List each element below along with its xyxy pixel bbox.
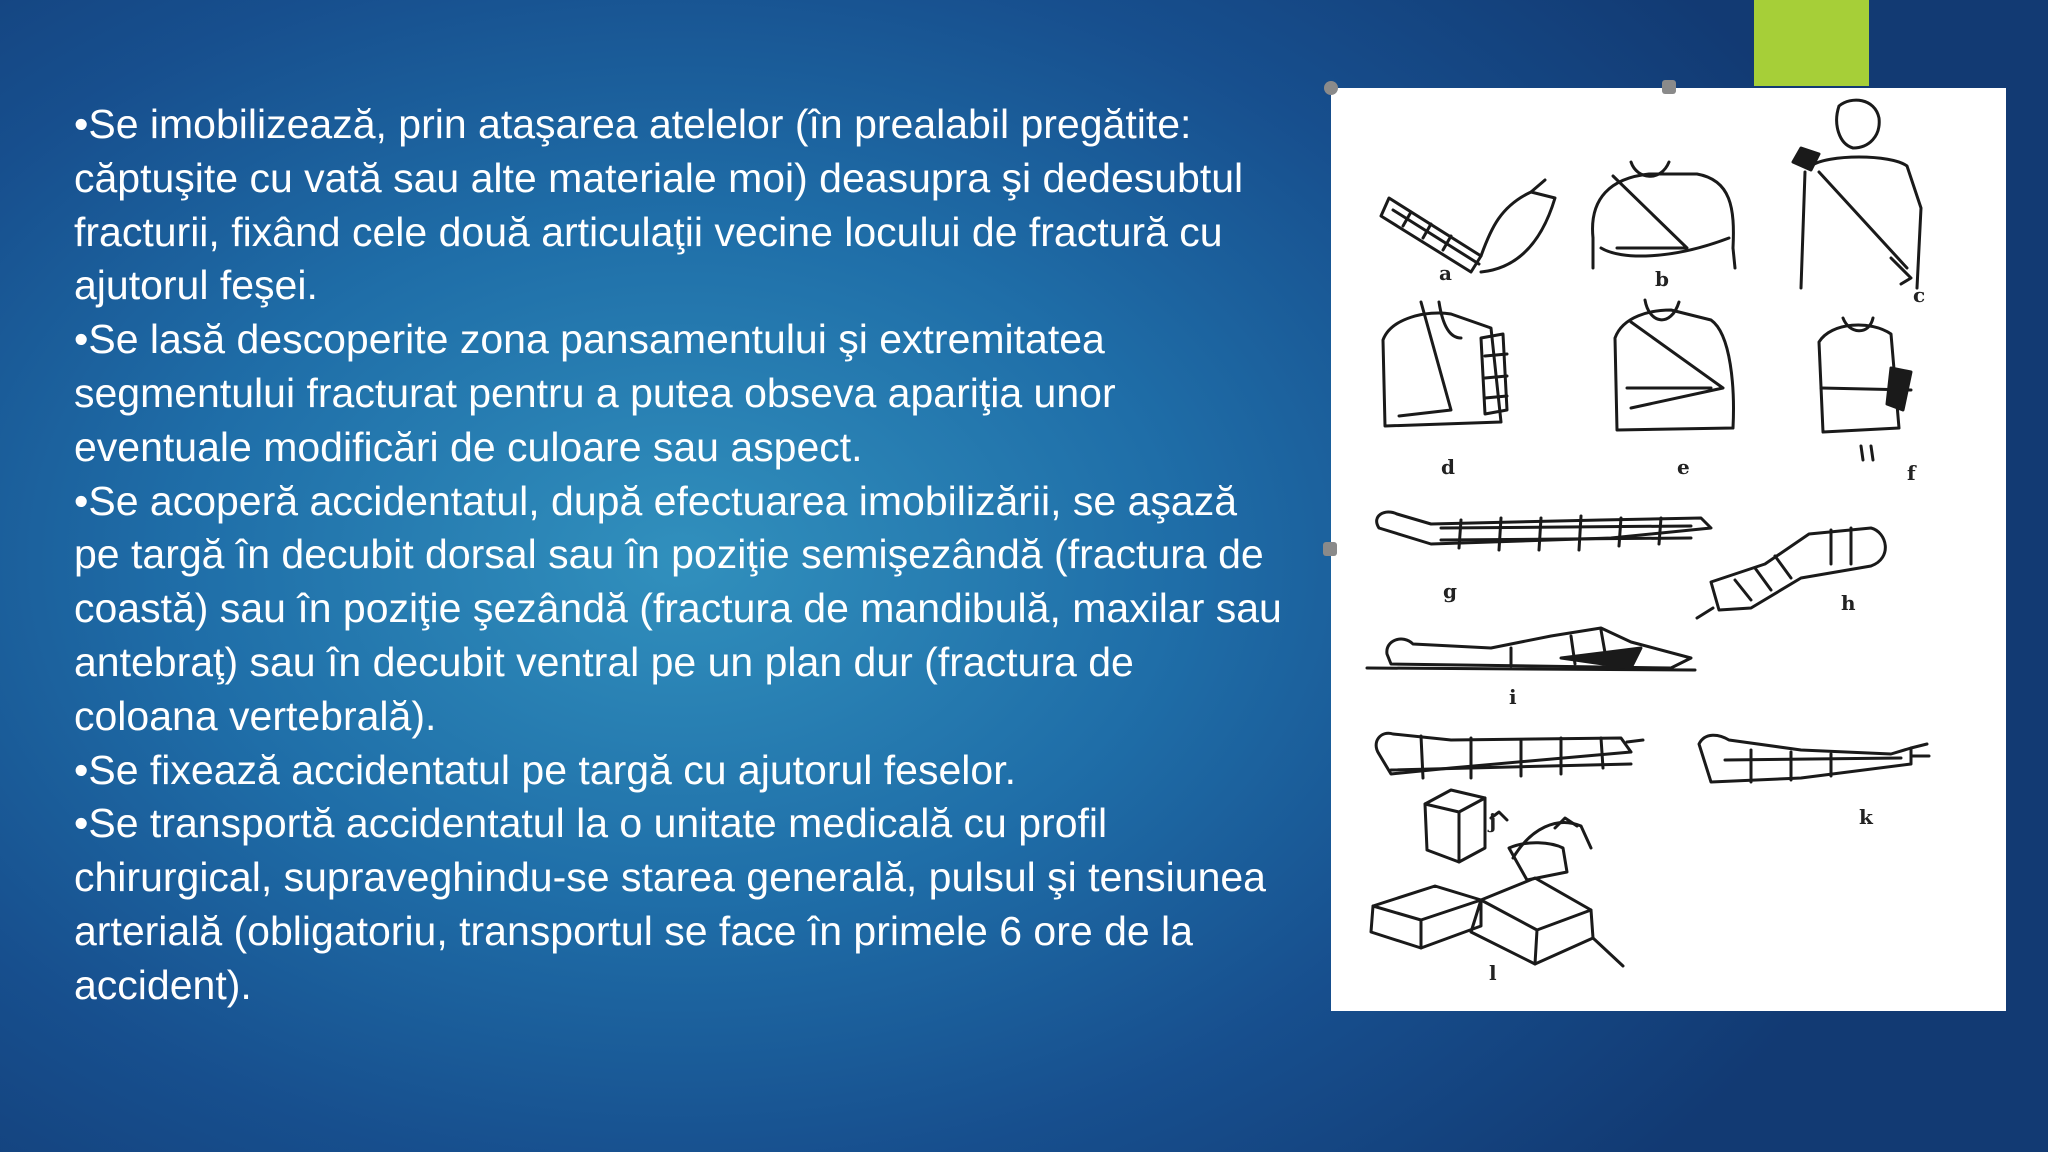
- figure-l: [1371, 790, 1623, 966]
- figure-f: [1819, 318, 1911, 460]
- bullet-paragraph: •Se imobilizează, prin ataşarea atelelor (în prealabil pregătite: căptuşite cu vată sau alte materiale moi) deasupra şi dedesubtul fracturii, fixând cele două articulaţii vecine locului de fractură cu ajutorul feşei.: [74, 101, 1244, 309]
- figure-d: [1383, 302, 1507, 426]
- figure-label: l: [1489, 961, 1497, 985]
- figure-a: [1381, 180, 1555, 272]
- immobilization-figure[interactable]: [1331, 88, 2006, 1011]
- bullet-paragraph: •Se acoperă accidentatul, după efectuarea imobilizării, se aşază pe targă în decubit dorsal sau în poziţie semişezândă (fractura de coastă) sau în poziţie şezândă (fractura de mandibulă, maxilar sau antebraţ) sau în decubit ventral pe un plan dur (fractura de coloana vertebrală).: [74, 477, 1282, 739]
- figure-label: j: [1489, 809, 1497, 833]
- figure-e: [1615, 300, 1733, 430]
- figure-i: [1367, 628, 1695, 670]
- bullet-paragraph: •Se transportă accidentatul la o unitate medicală cu profil chirurgical, supraveghindu-se starea generală, pulsul şi tensiunea arterială (obligatoriu, transportul se face în primele 6 ore de la accident).: [74, 800, 1266, 1008]
- figure-label: b: [1655, 267, 1669, 291]
- figure-label: f: [1907, 461, 1916, 485]
- bullet-paragraph: •Se lasă descoperite zona pansamentului şi extremitatea segmentului fracturat pentru a putea obseva apariţia unor eventuale modificări de culoare sau aspect.: [74, 316, 1116, 470]
- figure-label: d: [1441, 455, 1455, 479]
- figure-label: e: [1677, 455, 1690, 479]
- figure-label: a: [1439, 261, 1452, 285]
- accent-bar: [1754, 0, 1869, 86]
- bullet-paragraph: •Se fixează accidentatul pe targă cu ajutorul feselor.: [74, 746, 1016, 793]
- figure-c: [1793, 100, 1921, 288]
- figure-label: i: [1509, 685, 1517, 709]
- figure-g: [1377, 512, 1711, 550]
- figure-label: g: [1443, 579, 1457, 603]
- figure-h: [1697, 528, 1885, 618]
- immobilization-illustrations-icon: [1331, 88, 2006, 1011]
- figure-label: h: [1841, 591, 1856, 615]
- figure-b: [1593, 162, 1735, 268]
- figure-label: c: [1913, 283, 1926, 307]
- slide-body-text: [74, 98, 1284, 1013]
- figure-k: [1699, 735, 1929, 782]
- figure-j: [1376, 733, 1643, 778]
- figure-label: k: [1859, 805, 1873, 829]
